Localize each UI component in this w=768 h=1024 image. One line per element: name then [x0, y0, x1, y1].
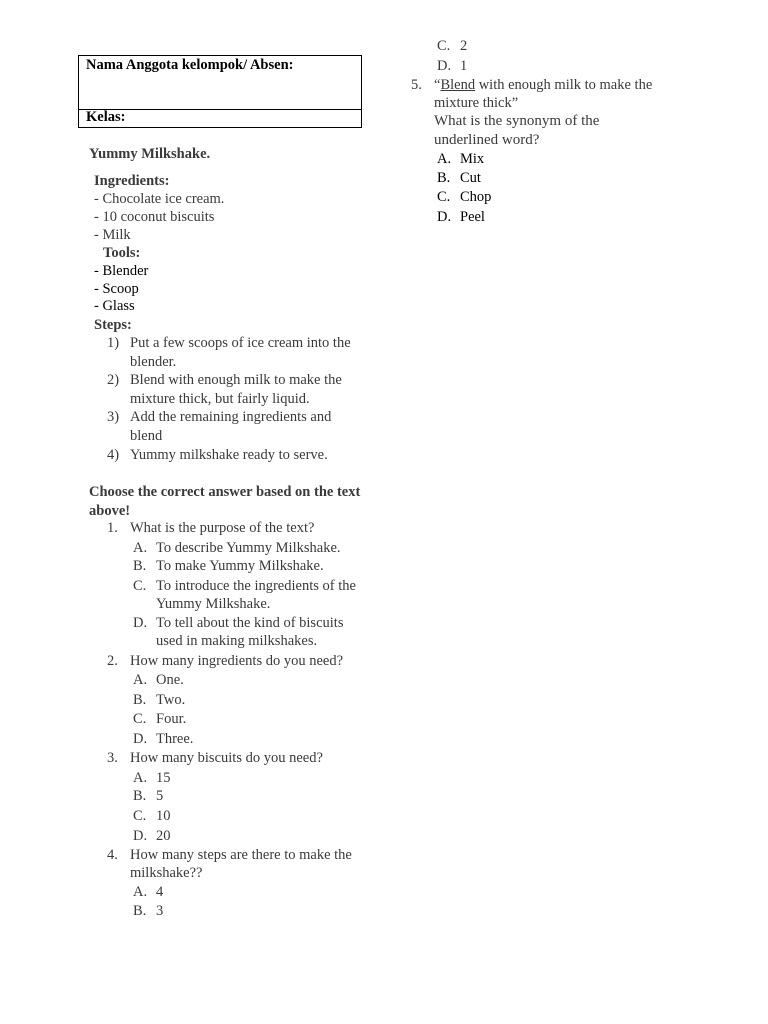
step-text: Put a few scoops of ice cream into the	[130, 335, 351, 351]
option-letter: C.	[437, 38, 451, 54]
student-info-box	[78, 55, 362, 128]
option-text: 1	[460, 58, 468, 74]
question-number: 2.	[107, 653, 118, 669]
tool-item: - Blender	[94, 263, 149, 279]
option-letter: D.	[437, 209, 452, 225]
option-text: used in making milkshakes.	[156, 633, 318, 649]
option-text: 10	[156, 808, 171, 824]
option-letter: B.	[133, 558, 147, 574]
option-letter: A.	[133, 672, 148, 688]
step-text: mixture thick, but fairly liquid.	[130, 391, 310, 407]
question-text: mixture thick”	[434, 95, 519, 111]
option-letter: C.	[133, 808, 147, 824]
option-text: To tell about the kind of biscuits	[156, 615, 344, 631]
option-text: One.	[156, 672, 184, 688]
step-text: Add the remaining ingredients and	[130, 409, 332, 425]
ingredient-item: - Chocolate ice cream.	[94, 191, 225, 207]
option-text: To make Yummy Milkshake.	[156, 558, 324, 574]
option-text: Yummy Milkshake.	[156, 596, 271, 612]
step-text: Blend with enough milk to make the	[130, 372, 342, 388]
step-text: Yummy milkshake ready to serve.	[130, 447, 328, 463]
option-text: Three.	[156, 731, 194, 747]
group-members-label: Nama Anggota kelompok/ Absen:	[86, 57, 294, 73]
instructions: Choose the correct answer based on the text	[89, 484, 361, 500]
option-letter: D.	[133, 615, 148, 631]
question-text: How many ingredients do you need?	[130, 653, 344, 669]
question-number: 3.	[107, 750, 118, 766]
question-text: How many steps are there to make the	[130, 847, 352, 863]
option-letter: A.	[133, 770, 148, 786]
question-text: What is the synonym of the	[434, 113, 600, 129]
step-number: 3)	[107, 409, 120, 425]
option-text: Two.	[156, 692, 186, 708]
step-text: blender.	[130, 354, 177, 370]
ingredient-item: - 10 coconut biscuits	[94, 209, 215, 225]
option-letter: C.	[133, 711, 147, 727]
question-text-rest: with enough milk to make the	[475, 77, 653, 93]
option-text: To describe Yummy Milkshake.	[156, 540, 341, 556]
option-text: 3	[156, 903, 164, 919]
option-letter: A.	[133, 540, 148, 556]
option-letter: B.	[133, 692, 147, 708]
step-number: 2)	[107, 372, 120, 388]
option-text: Mix	[460, 151, 485, 167]
option-letter: D.	[437, 58, 452, 74]
question-text: How many biscuits do you need?	[130, 750, 323, 766]
option-letter: B.	[133, 788, 147, 804]
question-number: 4.	[107, 847, 118, 863]
step-number: 1)	[107, 335, 120, 351]
option-text: Four.	[156, 711, 187, 727]
tool-item: - Scoop	[94, 281, 139, 297]
steps-heading: Steps:	[94, 317, 132, 333]
open-quote: “	[434, 77, 441, 93]
option-letter: A.	[133, 884, 148, 900]
step-text: blend	[130, 428, 163, 444]
option-text: 20	[156, 828, 171, 844]
question-number: 5.	[411, 77, 422, 93]
option-text: 5	[156, 788, 164, 804]
question-text: What is the purpose of the text?	[130, 520, 315, 536]
instructions: above!	[89, 503, 131, 519]
option-letter: C.	[437, 189, 451, 205]
ingredients-heading: Ingredients:	[94, 173, 170, 189]
option-text: To introduce the ingredients of the	[156, 578, 356, 594]
underlined-word: Blend	[440, 77, 476, 93]
option-text: 4	[156, 884, 164, 900]
tool-item: - Glass	[94, 298, 135, 314]
option-letter: B.	[437, 170, 451, 186]
option-text: Cut	[460, 170, 481, 186]
option-letter: C.	[133, 578, 147, 594]
option-letter: A.	[437, 151, 452, 167]
option-text: Peel	[460, 209, 485, 225]
option-text: 15	[156, 770, 171, 786]
option-letter: D.	[133, 828, 148, 844]
option-letter: D.	[133, 731, 148, 747]
option-letter: B.	[133, 903, 147, 919]
recipe-title: Yummy Milkshake.	[89, 146, 211, 162]
question-number: 1.	[107, 520, 118, 536]
option-text: 2	[460, 38, 468, 54]
question-text: underlined word?	[434, 132, 540, 148]
step-number: 4)	[107, 447, 120, 463]
question-text	[434, 76, 652, 94]
class-label: Kelas:	[86, 109, 126, 125]
question-text: milkshake??	[130, 865, 203, 881]
ingredient-item: - Milk	[94, 227, 131, 243]
option-text: Chop	[460, 189, 492, 205]
tools-heading: Tools:	[103, 245, 141, 261]
